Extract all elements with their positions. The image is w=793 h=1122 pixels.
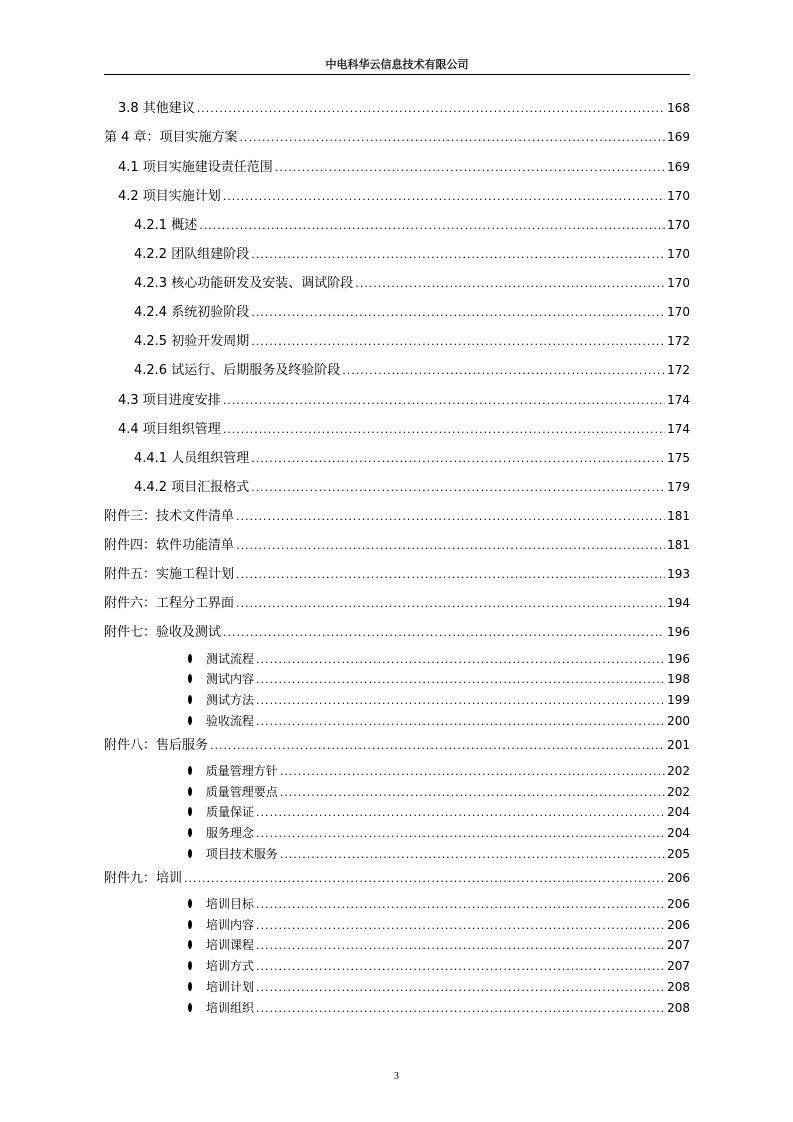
toc-entry-page: 172 (667, 334, 690, 348)
page-number: 3 (394, 1071, 399, 1082)
bullet-icon (188, 828, 192, 837)
toc-entry[interactable] (188, 762, 690, 780)
toc-entry-label: 培训计划 (206, 980, 255, 994)
toc-entry[interactable] (134, 243, 690, 261)
toc-entry-label: 4.2.3 核心功能研发及安装、调试阶段 (134, 276, 354, 291)
toc-leader-dots (251, 334, 665, 349)
toc-entry-label: 附件四：软件功能清单 (104, 538, 235, 553)
toc-entry[interactable] (118, 97, 690, 115)
toc-leader-dots (197, 101, 665, 116)
toc-entry[interactable] (104, 734, 690, 752)
toc-entry-page: 193 (667, 567, 690, 581)
toc-leader-dots (256, 672, 665, 686)
toc-entry-page: 198 (667, 672, 690, 686)
toc-leader-dots (256, 897, 665, 911)
toc-entry-page: 174 (667, 393, 690, 407)
toc-entry-page: 202 (667, 785, 690, 799)
toc-leader-dots (256, 959, 665, 973)
toc-entry-label: 4.3 项目进度安排 (118, 393, 221, 408)
bullet-icon (188, 807, 192, 816)
bullet-icon (188, 849, 192, 858)
toc-entry-page: 199 (667, 693, 690, 707)
toc-entry[interactable] (118, 389, 690, 407)
toc-entry[interactable] (104, 505, 690, 523)
bullet-icon (188, 654, 192, 663)
toc-leader-dots (184, 871, 665, 886)
toc-entry[interactable] (134, 272, 690, 290)
toc-entry-page: 206 (667, 871, 690, 885)
bullet-icon (188, 1003, 192, 1012)
toc-entry-label: 附件七：验收及测试 (104, 625, 222, 640)
toc-entry-page: 172 (667, 363, 690, 377)
toc-entry-page: 174 (667, 422, 690, 436)
toc-entry-label: 培训课程 (206, 938, 255, 952)
toc-entry[interactable] (188, 803, 690, 821)
toc-leader-dots (275, 160, 665, 175)
toc-leader-dots (251, 480, 665, 495)
toc-leader-dots (355, 276, 665, 291)
toc-entry-page: 181 (667, 509, 690, 523)
toc-entry-label: 第 4 章：项目实施方案 (104, 130, 238, 145)
toc-entry-page: 202 (667, 764, 690, 778)
bullet-icon (188, 674, 192, 683)
toc-entry[interactable] (118, 418, 690, 436)
toc-entry-page: 207 (667, 959, 690, 973)
toc-entry[interactable] (118, 185, 690, 203)
toc-leader-dots (251, 305, 665, 320)
toc-leader-dots (256, 980, 665, 994)
bullet-icon (188, 940, 192, 949)
toc-entry-page: 169 (667, 130, 690, 144)
toc-entry-label: 4.1 项目实施建设责任范围 (118, 160, 273, 175)
toc-entry-page: 181 (667, 538, 690, 552)
toc-entry-page: 200 (667, 714, 690, 728)
toc-leader-dots (236, 567, 665, 582)
toc-entry[interactable] (188, 845, 690, 863)
toc-entry[interactable] (188, 895, 690, 913)
toc-entry-label: 测试流程 (206, 652, 255, 666)
toc-entry-page: 206 (667, 897, 690, 911)
toc-entry-page: 179 (667, 480, 690, 494)
toc-entry[interactable] (104, 126, 690, 144)
toc-entry-label: 测试方法 (206, 693, 255, 707)
toc-entry-label: 附件三：技术文件清单 (104, 509, 235, 524)
toc-leader-dots (199, 218, 665, 233)
toc-entry-label: 4.4 项目组织管理 (118, 422, 221, 437)
toc-leader-dots (223, 422, 665, 437)
toc-leader-dots (240, 130, 666, 145)
toc-entry-page: 170 (667, 276, 690, 290)
toc-entry-page: 168 (667, 101, 690, 115)
toc-entry[interactable] (188, 957, 690, 975)
toc-entry[interactable] (104, 563, 690, 581)
toc-entry-label: 培训内容 (206, 918, 255, 932)
toc-entry-page: 204 (667, 826, 690, 840)
toc-entry-label: 附件五：实施工程计划 (104, 567, 235, 582)
toc-leader-dots (210, 738, 665, 753)
toc-entry-page: 208 (667, 1001, 690, 1015)
toc-leader-dots (223, 393, 665, 408)
toc-entry[interactable] (104, 534, 690, 552)
toc-entry-label: 4.4.2 项目汇报格式 (134, 480, 250, 495)
toc-leader-dots (236, 509, 665, 524)
toc-leader-dots (256, 938, 665, 952)
toc-leader-dots (236, 596, 665, 611)
toc-entry-page: 169 (667, 160, 690, 174)
toc-entry-page: 196 (667, 652, 690, 666)
toc-entry-page: 170 (667, 305, 690, 319)
toc-entry-label: 附件六：工程分工界面 (104, 596, 235, 611)
bullet-icon (188, 920, 192, 929)
toc-entry-label: 质量管理方针 (205, 764, 278, 778)
toc-entry[interactable] (188, 936, 690, 954)
toc-entry-page: 206 (667, 918, 690, 932)
toc-entry-label: 附件八：售后服务 (104, 738, 209, 753)
toc-leader-dots (342, 363, 665, 378)
toc-entry-label: 服务理念 (206, 826, 255, 840)
toc-leader-dots (223, 189, 665, 204)
toc-entry[interactable] (134, 214, 690, 232)
toc-entry-page: 170 (667, 189, 690, 203)
bullet-icon (188, 961, 192, 970)
toc-entry-label: 附件九：培训 (104, 871, 183, 886)
toc-entry-page: 207 (667, 938, 690, 952)
toc-entry[interactable] (188, 783, 690, 801)
toc-entry-page: 201 (667, 738, 690, 752)
toc-entry-label: 验收流程 (206, 714, 255, 728)
toc-entry-page: 194 (667, 596, 690, 610)
toc-entry-page: 170 (667, 218, 690, 232)
toc-entry-label: 4.2.2 团队组建阶段 (134, 247, 250, 262)
toc-entry-label: 质量保证 (206, 805, 255, 819)
toc-entry-label: 4.2 项目实施计划 (118, 189, 221, 204)
bullet-icon (188, 787, 192, 796)
toc-entry-page: 208 (667, 980, 690, 994)
toc-entry[interactable] (104, 867, 690, 885)
toc-entry-label: 4.2.1 概述 (134, 218, 198, 233)
toc-entry-label: 培训组织 (206, 1001, 255, 1015)
toc-leader-dots (223, 625, 665, 640)
toc-entry[interactable] (188, 650, 690, 668)
toc-entry[interactable] (134, 330, 690, 348)
toc-leader-dots (251, 247, 665, 262)
toc-leader-dots (256, 805, 665, 819)
toc-entry-label: 4.2.6 试运行、后期服务及终验阶段 (134, 363, 341, 378)
toc-entry[interactable] (134, 447, 690, 465)
toc-entry-label: 培训方式 (206, 959, 255, 973)
toc-leader-dots (256, 826, 665, 840)
toc-entry[interactable] (134, 476, 690, 494)
toc-leader-dots (256, 918, 665, 932)
toc-entry-page: 175 (667, 451, 690, 465)
toc-entry[interactable] (188, 691, 690, 709)
toc-entry-label: 测试内容 (206, 672, 255, 686)
toc-leader-dots (251, 451, 665, 466)
toc-entry[interactable] (188, 916, 690, 934)
bullet-icon (188, 716, 192, 725)
page-header-company: 中电科华云信息技术有限公司 (325, 58, 469, 71)
toc-entry[interactable] (104, 592, 690, 610)
toc-entry[interactable] (188, 999, 690, 1017)
toc-leader-dots (280, 764, 665, 778)
toc-leader-dots (256, 714, 665, 728)
toc-entry-page: 170 (667, 247, 690, 261)
toc-entry[interactable] (188, 670, 690, 688)
toc-leader-dots (256, 693, 665, 707)
bullet-icon (188, 766, 192, 775)
toc-entry-label: 3.8 其他建议 (118, 101, 195, 116)
toc-entry-label: 4.2.5 初验开发周期 (134, 334, 250, 349)
toc-entry-label: 4.4.1 人员组织管理 (134, 451, 250, 466)
bullet-icon (188, 695, 192, 704)
toc-entry-label: 项目技术服务 (205, 847, 278, 861)
toc-entry-page: 205 (667, 847, 690, 861)
toc-entry-label: 4.2.4 系统初验阶段 (134, 305, 250, 320)
toc-entry-label: 质量管理要点 (205, 785, 278, 799)
toc-leader-dots (256, 1001, 665, 1015)
bullet-icon (188, 982, 192, 991)
toc-leader-dots (256, 652, 665, 666)
toc-leader-dots (236, 538, 665, 553)
bullet-icon (188, 899, 192, 908)
toc-leader-dots (280, 847, 665, 861)
toc-leader-dots (280, 785, 665, 799)
toc-entry[interactable] (104, 621, 690, 639)
toc-entry[interactable] (134, 359, 690, 377)
toc-entry-page: 204 (667, 805, 690, 819)
toc-entry[interactable] (134, 301, 690, 319)
toc-entry[interactable] (188, 978, 690, 996)
toc-entry[interactable] (188, 824, 690, 842)
toc-entry-label: 培训目标 (206, 897, 255, 911)
toc-entry[interactable] (188, 712, 690, 730)
toc-entry-page: 196 (667, 625, 690, 639)
toc-entry[interactable] (118, 156, 690, 174)
